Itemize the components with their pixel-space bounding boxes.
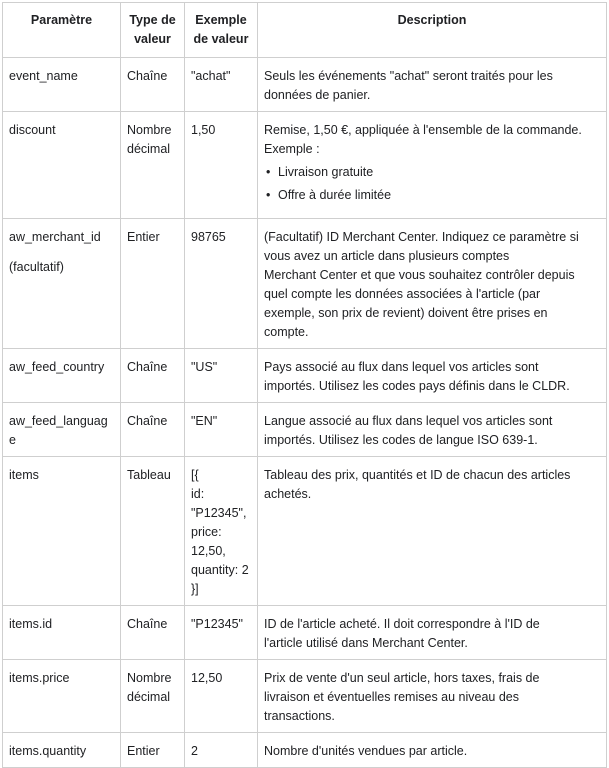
example-line: }] [191,582,199,596]
example-line: id: [191,487,205,501]
description-line: ID de l'article acheté. Il doit correspondre à l'ID de [264,617,540,631]
description-cell [258,457,607,606]
description-line: Merchant Center et que vous souhaitez contrôler depuis [264,268,575,282]
description-line: vous avez un article dans plusieurs comptes [264,249,510,263]
example-line: quantity: 2 [191,563,249,577]
type-cell: Chaîne [121,403,185,457]
param-cell: items.id [3,606,121,660]
description-line: importés. Utilisez les codes de langue ISO 639-1. [264,433,538,447]
bullet-item: • Livraison gratuite [278,163,600,182]
type-cell: Entier [121,219,185,349]
example-cell: "US" [185,349,258,403]
type-line: Nombre [127,123,172,137]
table-row [3,457,607,606]
example-line: price: [191,525,222,539]
header-type-line: Type de [129,13,176,27]
description-line: livraison et éventuelles remises au niveau des [264,690,519,704]
example-cell: 1,50 [185,112,258,219]
description-cell [258,219,607,349]
header-example [185,3,258,58]
table-header-row [3,3,607,58]
param-cell [3,219,121,349]
table-row [3,660,607,733]
description-cell [258,349,607,403]
description-cell [258,733,607,768]
type-cell: Chaîne [121,58,185,112]
param-cell: aw_feed_language [3,403,121,457]
type-cell: Chaîne [121,349,185,403]
table-row [3,403,607,457]
header-type-line: valeur [134,32,171,46]
type-cell [121,112,185,219]
header-example-line: Exemple [195,13,247,27]
description-line: Seuls les événements "achat" seront traités pour les [264,69,553,83]
description-line: données de panier. [264,88,371,102]
param-cell: items [3,457,121,606]
table-row [3,606,607,660]
description-line: Pays associé au flux dans lequel vos articles sont [264,360,539,374]
param-cell: items.price [3,660,121,733]
description-line: Nombre d'unités vendues par article. [264,744,468,758]
param-note: (facultatif) [9,260,64,274]
description-line: importés. Utilisez les codes pays définis dans le CLDR. [264,379,570,393]
example-cell: 98765 [185,219,258,349]
example-line: [{ [191,468,199,482]
description-line: Exemple : [264,142,320,156]
type-line: Nombre [127,671,172,685]
type-line: décimal [127,142,171,156]
description-line: compte. [264,325,309,339]
example-cell [185,457,258,606]
example-cell: 2 [185,733,258,768]
header-description: Description [258,3,607,58]
bullet-item: • Offre à durée limitée [278,186,600,205]
table-row [3,58,607,112]
example-cell: 12,50 [185,660,258,733]
bullet-list [264,163,600,205]
description-line: Langue associé au flux dans lequel vos articles sont [264,414,553,428]
description-line: transactions. [264,709,335,723]
table-row [3,112,607,219]
description-line: exemple, son prix de revient) doivent être prises en [264,306,548,320]
table-row [3,733,607,768]
description-cell [258,112,607,219]
table-row [3,219,607,349]
description-cell [258,58,607,112]
table-row [3,349,607,403]
param-cell: event_name [3,58,121,112]
type-cell: Entier [121,733,185,768]
description-line: Tableau des prix, quantités et ID de chacun des articles [264,468,571,482]
example-line: "P12345", [191,506,247,520]
description-cell [258,403,607,457]
description-line: achetés. [264,487,312,501]
header-example-line: de valeur [193,32,249,46]
example-line: 12,50, [191,544,226,558]
param-name: aw_merchant_id [9,230,101,244]
header-param: Paramètre [3,3,121,58]
param-cell: discount [3,112,121,219]
example-cell: "EN" [185,403,258,457]
description-line: l'article utilisé dans Merchant Center. [264,636,468,650]
param-cell: aw_feed_country [3,349,121,403]
description-line: Prix de vente d'un seul article, hors taxes, frais de [264,671,540,685]
parameters-table [2,2,607,768]
type-cell [121,660,185,733]
description-line: quel compte les données associées à l'article (par [264,287,541,301]
description-line: (Facultatif) ID Merchant Center. Indiquez ce paramètre si [264,230,579,244]
type-cell: Chaîne [121,606,185,660]
type-line: décimal [127,690,171,704]
param-cell: items.quantity [3,733,121,768]
description-line: Remise, 1,50 €, appliquée à l'ensemble de la commande. [264,123,582,137]
description-cell [258,660,607,733]
description-cell [258,606,607,660]
type-cell: Tableau [121,457,185,606]
header-type [121,3,185,58]
example-cell: "achat" [185,58,258,112]
example-cell: "P12345" [185,606,258,660]
